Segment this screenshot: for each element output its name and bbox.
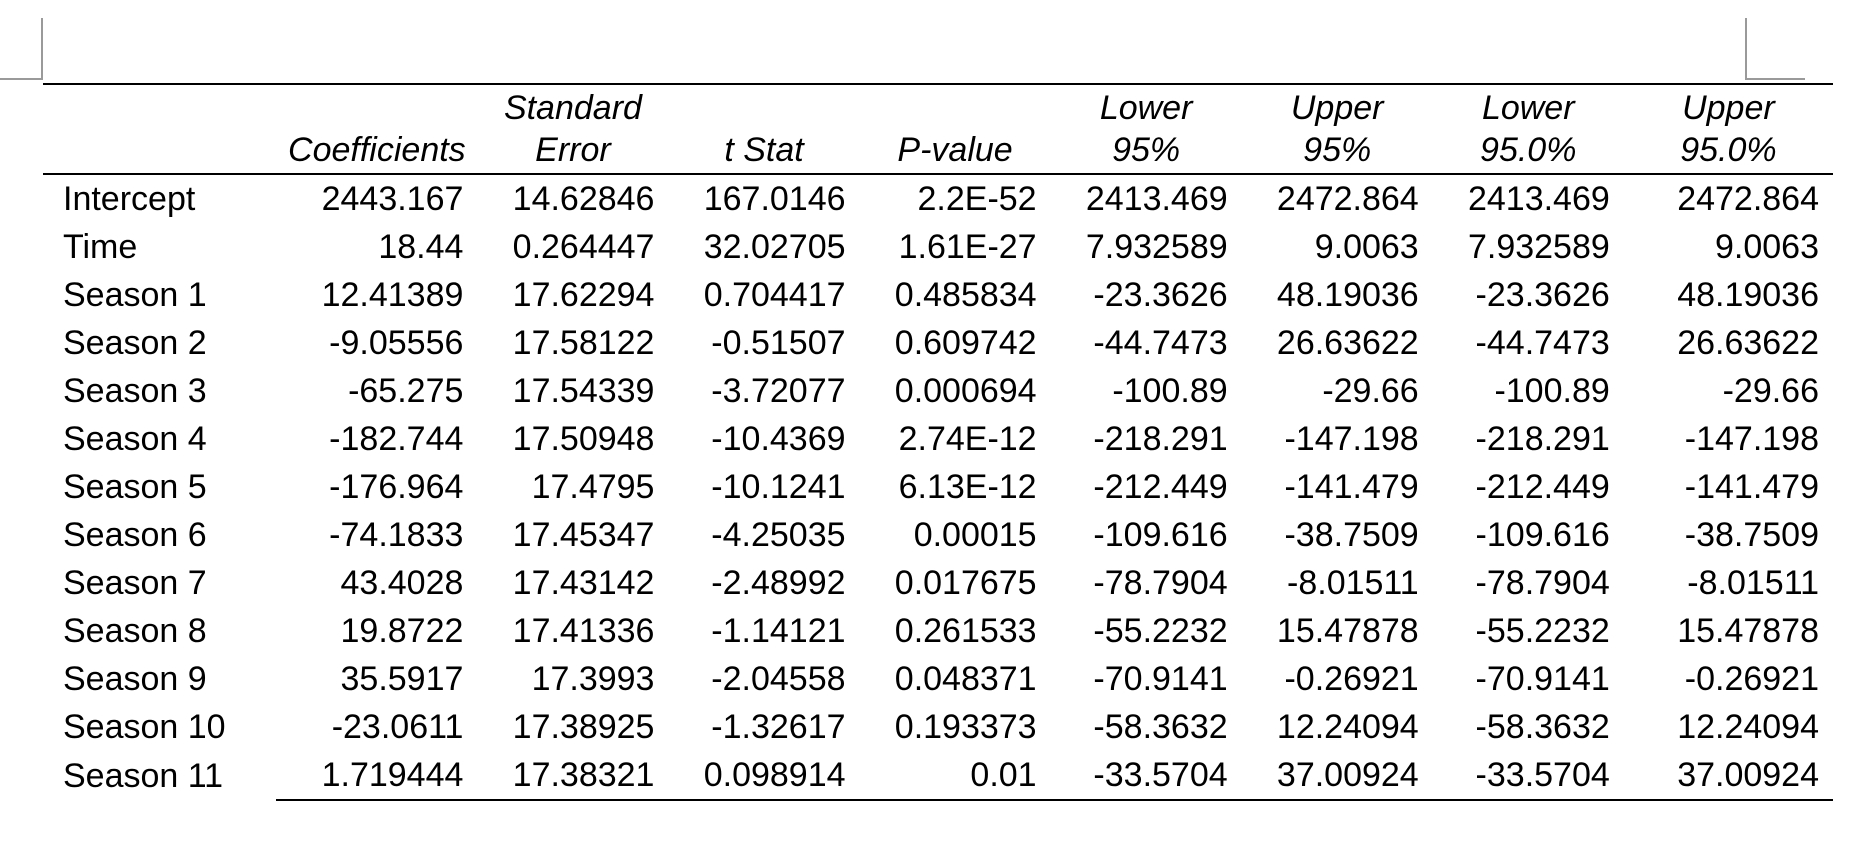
cell-upper-95: -38.7509: [1284, 516, 1419, 554]
table-row: [43, 655, 1833, 703]
table-row: [43, 271, 1833, 319]
header-cell-blank: [43, 85, 276, 174]
cell-lower-95-0: -58.3632: [1475, 708, 1610, 746]
cell-row-label: Time: [63, 228, 138, 266]
cell-p-value: 0.609742: [894, 324, 1037, 362]
cell-standard-error: 17.3993: [531, 660, 655, 698]
cell-coefficient: -176.964: [329, 468, 464, 506]
header-p-value: P-value: [860, 85, 1051, 174]
cell-upper-95: -147.198: [1284, 420, 1419, 458]
cell-t-stat: 0.704417: [703, 276, 846, 314]
cell-upper-95: -29.66: [1322, 372, 1419, 410]
cell-upper-95: 15.47878: [1276, 612, 1419, 650]
header-coefficients: Coefficients: [276, 85, 477, 174]
cell-p-value: 0.000694: [894, 372, 1037, 410]
cell-upper-95: -8.01511: [1287, 564, 1419, 602]
cell-t-stat: -0.51507: [711, 324, 846, 362]
cell-upper-95-0: -147.198: [1684, 420, 1819, 458]
cell-coefficient: 1.719444: [276, 751, 477, 800]
cell-lower-95: -55.2232: [1093, 612, 1228, 650]
cell-upper-95-0: 48.19036: [1677, 276, 1819, 314]
cell-standard-error: 17.43142: [512, 564, 655, 602]
cell-lower-95: -44.7473: [1093, 324, 1228, 362]
cell-lower-95: -212.449: [1093, 468, 1228, 506]
cell-upper-95: 37.00924: [1242, 751, 1433, 800]
cell-p-value: 0.193373: [894, 708, 1037, 746]
table-row: [43, 463, 1833, 511]
cell-p-value: 0.261533: [894, 612, 1037, 650]
cell-standard-error: 17.41336: [512, 612, 655, 650]
header-upper-95-0: Upper 95.0%: [1624, 85, 1833, 174]
crop-mark-top-left-horizontal: [0, 78, 43, 80]
cell-p-value: 0.01: [860, 751, 1051, 800]
regression-table: [43, 85, 1833, 801]
cell-lower-95: -109.616: [1093, 516, 1228, 554]
cell-lower-95-0: -218.291: [1475, 420, 1610, 458]
table-row: [43, 223, 1833, 271]
cell-row-label: Season 11: [63, 756, 224, 795]
cell-t-stat: -10.1241: [711, 468, 846, 506]
table-row: [43, 415, 1833, 463]
cell-standard-error: 17.50948: [512, 420, 655, 458]
cell-standard-error: 17.58122: [512, 324, 655, 362]
cell-coefficient: 19.8722: [340, 612, 464, 650]
cell-lower-95-0: -212.449: [1475, 468, 1610, 506]
cell-t-stat: -2.48992: [711, 564, 846, 602]
cell-lower-95-0: -33.5704: [1433, 751, 1624, 800]
cell-t-stat: -3.72077: [711, 372, 846, 410]
cell-p-value: 6.13E-12: [898, 468, 1037, 506]
cell-row-label: Season 7: [63, 564, 207, 602]
cell-lower-95-0: -78.7904: [1475, 564, 1610, 602]
cell-standard-error: 17.38321: [477, 751, 668, 800]
cell-lower-95-0: -70.9141: [1475, 660, 1610, 698]
cell-lower-95: 7.932589: [1085, 228, 1228, 266]
header-lower-95: Lower 95%: [1051, 85, 1242, 174]
cell-coefficient: -74.1833: [329, 516, 464, 554]
cell-lower-95: -33.5704: [1051, 751, 1242, 800]
cell-standard-error: 17.54339: [512, 372, 655, 410]
cell-upper-95: 48.19036: [1276, 276, 1419, 314]
cell-lower-95-0: 2413.469: [1467, 180, 1610, 218]
cell-upper-95-0: 37.00924: [1624, 751, 1833, 800]
cell-coefficient: 43.4028: [340, 564, 464, 602]
cell-coefficient: 12.41389: [321, 276, 464, 314]
cell-upper-95-0: -29.66: [1722, 372, 1819, 410]
cell-coefficient: -182.744: [329, 420, 464, 458]
cell-t-stat: 32.02705: [703, 228, 846, 266]
cell-lower-95: -70.9141: [1093, 660, 1228, 698]
cell-lower-95-0: -100.89: [1494, 372, 1610, 410]
cell-standard-error: 17.62294: [512, 276, 655, 314]
table-header-row: [43, 85, 1833, 174]
cell-p-value: 0.017675: [894, 564, 1037, 602]
cell-t-stat: 0.098914: [668, 751, 859, 800]
cell-p-value: 2.74E-12: [898, 420, 1037, 458]
table-row: [43, 559, 1833, 607]
cell-row-label: Season 1: [63, 276, 207, 314]
cell-row-label: Season 9: [63, 660, 207, 698]
table-row: [43, 319, 1833, 367]
cell-lower-95-0: -23.3626: [1475, 276, 1610, 314]
cell-lower-95: -78.7904: [1093, 564, 1228, 602]
cell-upper-95-0: 15.47878: [1677, 612, 1819, 650]
cell-p-value: 0.485834: [894, 276, 1037, 314]
cell-coefficient: 2443.167: [321, 180, 464, 218]
cell-row-label: Season 3: [63, 372, 207, 410]
cell-p-value: 0.048371: [894, 660, 1037, 698]
cell-row-label: Season 6: [63, 516, 207, 554]
cell-coefficient: 18.44: [378, 228, 464, 266]
cell-row-label: Season 10: [63, 708, 226, 746]
header-lower-95-0: Lower 95.0%: [1433, 85, 1624, 174]
cell-p-value: 2.2E-52: [917, 180, 1037, 218]
crop-mark-top-right-vertical: [1745, 18, 1747, 80]
cell-upper-95-0: 2472.864: [1677, 180, 1819, 218]
table-body: [43, 174, 1833, 800]
table-row: [43, 511, 1833, 559]
cell-lower-95: -218.291: [1093, 420, 1228, 458]
cell-row-label: Season 8: [63, 612, 207, 650]
cell-standard-error: 17.38925: [512, 708, 655, 746]
cell-upper-95-0: 12.24094: [1677, 708, 1819, 746]
crop-mark-top-right-horizontal: [1745, 78, 1805, 80]
cell-upper-95-0: 9.0063: [1715, 228, 1819, 266]
cell-standard-error: 0.264447: [512, 228, 655, 266]
cell-row-label: Season 5: [63, 468, 207, 506]
cell-row-label: Intercept: [63, 180, 196, 218]
cell-standard-error: 17.45347: [512, 516, 655, 554]
header-t-stat: t Stat: [668, 85, 859, 174]
cell-standard-error: 14.62846: [512, 180, 655, 218]
cell-p-value: 0.00015: [913, 516, 1037, 554]
header-upper-95: Upper 95%: [1242, 85, 1433, 174]
cell-upper-95-0: -141.479: [1684, 468, 1819, 506]
cell-upper-95-0: -8.01511: [1687, 564, 1819, 602]
table-row: [43, 607, 1833, 655]
cell-lower-95-0: -109.616: [1475, 516, 1610, 554]
cell-upper-95-0: -0.26921: [1684, 660, 1819, 698]
cell-t-stat: -2.04558: [711, 660, 846, 698]
cell-upper-95: -0.26921: [1284, 660, 1419, 698]
cell-t-stat: -10.4369: [711, 420, 846, 458]
cell-coefficient: -23.0611: [331, 708, 464, 746]
cell-lower-95: -23.3626: [1093, 276, 1228, 314]
cell-lower-95: -100.89: [1112, 372, 1228, 410]
cell-upper-95: 26.63622: [1276, 324, 1419, 362]
cell-coefficient: -65.275: [348, 372, 464, 410]
cell-upper-95-0: 26.63622: [1677, 324, 1819, 362]
cell-coefficient: -9.05556: [329, 324, 464, 362]
cell-upper-95: 12.24094: [1276, 708, 1419, 746]
cell-coefficient: 35.5917: [340, 660, 464, 698]
cell-lower-95-0: -44.7473: [1475, 324, 1610, 362]
header-standard-error: Standard Error: [477, 85, 668, 174]
cell-upper-95: -141.479: [1284, 468, 1419, 506]
cell-lower-95: 2413.469: [1085, 180, 1228, 218]
table-row: [43, 367, 1833, 415]
cell-t-stat: -4.25035: [711, 516, 846, 554]
cell-row-label: Season 4: [63, 420, 207, 458]
cell-lower-95: -58.3632: [1093, 708, 1228, 746]
cell-lower-95-0: 7.932589: [1467, 228, 1610, 266]
cell-standard-error: 17.4795: [531, 468, 655, 506]
cell-lower-95-0: -55.2232: [1475, 612, 1610, 650]
cell-t-stat: -1.14121: [711, 612, 846, 650]
cell-p-value: 1.61E-27: [898, 228, 1037, 266]
cell-t-stat: 167.0146: [703, 180, 846, 218]
cell-upper-95-0: -38.7509: [1684, 516, 1819, 554]
crop-mark-top-left-vertical: [41, 18, 43, 80]
cell-row-label: Season 2: [63, 324, 207, 362]
table-row: [43, 751, 1833, 800]
cell-t-stat: -1.32617: [711, 708, 846, 746]
table-row: [43, 703, 1833, 751]
table-row: [43, 174, 1833, 223]
cell-upper-95: 9.0063: [1314, 228, 1419, 266]
cell-upper-95: 2472.864: [1276, 180, 1419, 218]
